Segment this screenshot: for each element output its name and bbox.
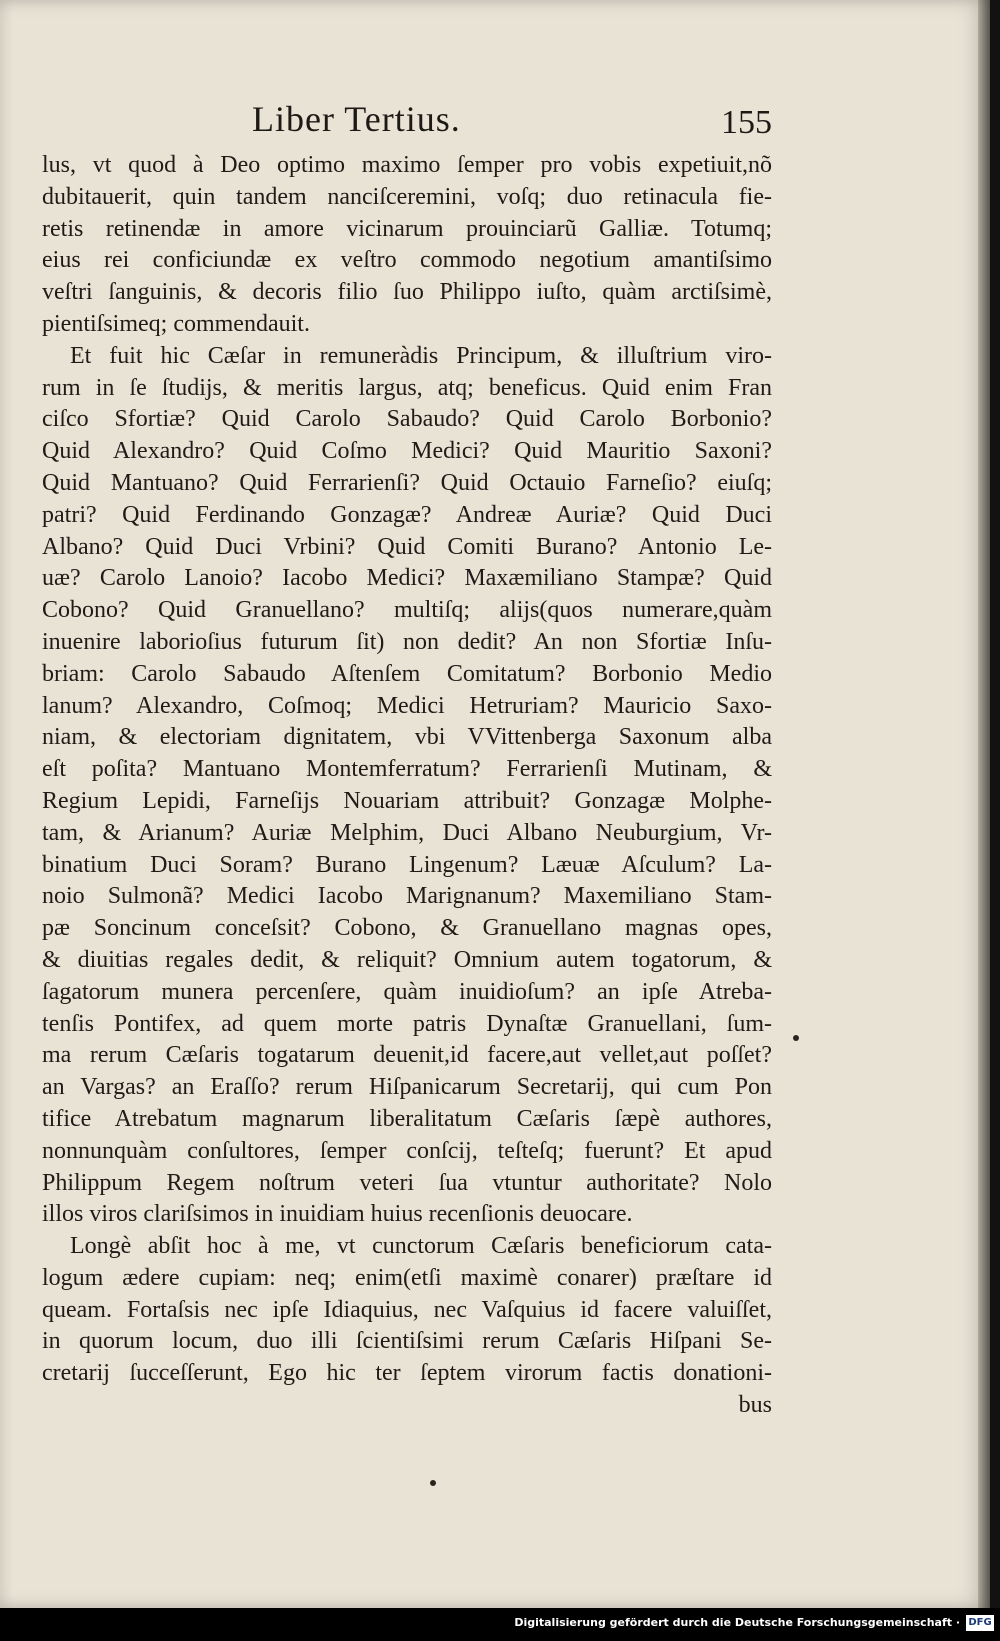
text-line: noio Sulmonã? Medici Iacobo Marignanum? Maxemiliano Stam- xyxy=(42,883,772,910)
footer-bar xyxy=(0,1608,1000,1641)
text-line: ciſco Sfortiæ? Quid Carolo Sabaudo? Quid Carolo Borbonio? xyxy=(42,406,772,433)
ink-speck xyxy=(793,1035,799,1041)
paragraph-start-line: Et fuit hic Cæſar in remuneràdis Principum, & illuſtrium viro- xyxy=(70,342,772,369)
text-line: Albano? Quid Duci Vrbini? Quid Comiti Burano? Antonio Le- xyxy=(42,533,772,560)
paragraph-start-line: Longè abſit hoc à me, vt cunctorum Cæſaris beneficiorum cata- xyxy=(70,1233,772,1260)
text-line: eſt poſita? Mantuano Montemferratum? Ferrarienſi Mutinam, & xyxy=(42,756,772,783)
text-line: tifice Atrebatum magnarum liberalitatum Cæſaris ſæpè authores, xyxy=(42,1105,772,1132)
text-line: lus, vt quod à Deo optimo maximo ſemper pro vobis expetiuit,nõ xyxy=(42,152,772,178)
text-line: tam, & Arianum? Auriæ Melphim, Duci Albano Neuburgium, Vr- xyxy=(42,819,772,846)
text-line: & diuitias regales dedit, & reliquit? Omnium autem togatorum, & xyxy=(42,946,772,973)
text-line: retis retinendæ in amore vicinarum prouinciarũ Galliæ. Totumq; xyxy=(42,215,772,242)
text-line: dubitauerit, quin tandem nanciſceremini, voſq; duo retinacula fie- xyxy=(42,183,772,210)
ink-speck xyxy=(430,1480,436,1486)
text-line: inuenire laborioſius futurum ſit) non dedit? An non Sfortiæ Inſu- xyxy=(42,628,772,655)
text-line: Cobono? Quid Granuellano? multiſq; alijs(quos numerare,quàm xyxy=(42,597,772,624)
text-line: tenſis Pontifex, ad quem morte patris Dynaſtæ Granuellani, ſum- xyxy=(42,1010,772,1037)
text-line: veſtri ſanguinis, & decoris filio ſuo Philippo iuſto, quàm arctiſsimè, xyxy=(42,279,772,306)
text-line: lanum? Alexandro, Coſmoq; Medici Hetruriam? Mauricio Saxo- xyxy=(42,692,772,719)
text-line: ſagatorum munera percenſere, quàm inuidioſum? an ipſe Atreba- xyxy=(42,978,772,1005)
text-line: Regium Lepidi, Farneſijs Nouariam attribuit? Gonzagæ Molphe- xyxy=(42,787,772,814)
catchword: bus xyxy=(738,1392,772,1419)
text-line: pientiſsimeq; commendauit. xyxy=(42,310,310,337)
text-line: eius rei conficiundæ ex veſtro commodo negotium amantiſsimo xyxy=(42,247,772,274)
text-line: Quid Alexandro? Quid Coſmo Medici? Quid Mauritio Saxoni? xyxy=(42,438,772,465)
text-line: uæ? Carolo Lanoio? Iacobo Medici? Maxæmiliano Stampæ? Quid xyxy=(42,565,772,592)
text-line: ma rerum Cæſaris togatarum deuenit,id facere,aut vellet,aut poſſet? xyxy=(42,1042,772,1069)
text-line: patri? Quid Ferdinando Gonzagæ? Andreæ Auriæ? Quid Duci xyxy=(42,501,772,528)
running-title: Liber Tertius. xyxy=(252,99,461,139)
text-line: illos viros clariſsimos in inuidiam huius recenſionis deuocare. xyxy=(42,1201,633,1228)
dfg-logo: DFG xyxy=(966,1615,994,1631)
text-line: cretarij ſucceſſerunt, Ego hic ter ſeptem virorum factis donationi- xyxy=(42,1360,772,1387)
text-line: binatium Duci Soram? Burano Lingenum? Læuæ Aſculum? La- xyxy=(42,851,772,878)
text-line: Philippum Regem noſtrum veteri ſua vtuntur authoritate? Nolo xyxy=(42,1169,772,1196)
text-line: logum ædere cupiam: neq; enim(etſi maximè conarer) præſtare id xyxy=(42,1264,772,1291)
text-line: Quid Mantuano? Quid Ferrarienſi? Quid Octauio Farneſio? eiuſq; xyxy=(42,469,772,496)
text-line: rum in ſe ſtudijs, & meritis largus, atq; beneficus. Quid enim Fran xyxy=(42,374,772,401)
page-number: 155 xyxy=(721,104,772,141)
text-line: in quorum locum, duo illi ſcientiſsimi rerum Cæſaris Hiſpani Se- xyxy=(42,1328,772,1355)
text-line: pæ Soncinum conceſsit? Cobono, & Granuellano magnas opes, xyxy=(42,915,772,942)
page-header xyxy=(42,98,772,148)
text-line: nonnunquàm conſultores, ſemper conſcij, teſteſq; fuerunt? Et apud xyxy=(42,1137,772,1164)
body-text xyxy=(42,150,772,1422)
text-line: an Vargas? an Eraſſo? rerum Hiſpanicarum Secretarij, qui cum Pon xyxy=(42,1074,772,1101)
text-line: queam. Fortaſsis nec ipſe Idiaquius, nec Vaſquius id facere valuiſſet, xyxy=(42,1296,772,1323)
text-line: briam: Carolo Sabaudo Aſtenſem Comitatum? Borbonio Medio xyxy=(42,660,772,687)
text-line: niam, & electoriam dignitatem, vbi VVittenberga Saxonum alba xyxy=(42,724,772,751)
digitization-notice: Digitalisierung gefördert durch die Deutsche Forschungsgemeinschaft · xyxy=(514,1616,960,1629)
